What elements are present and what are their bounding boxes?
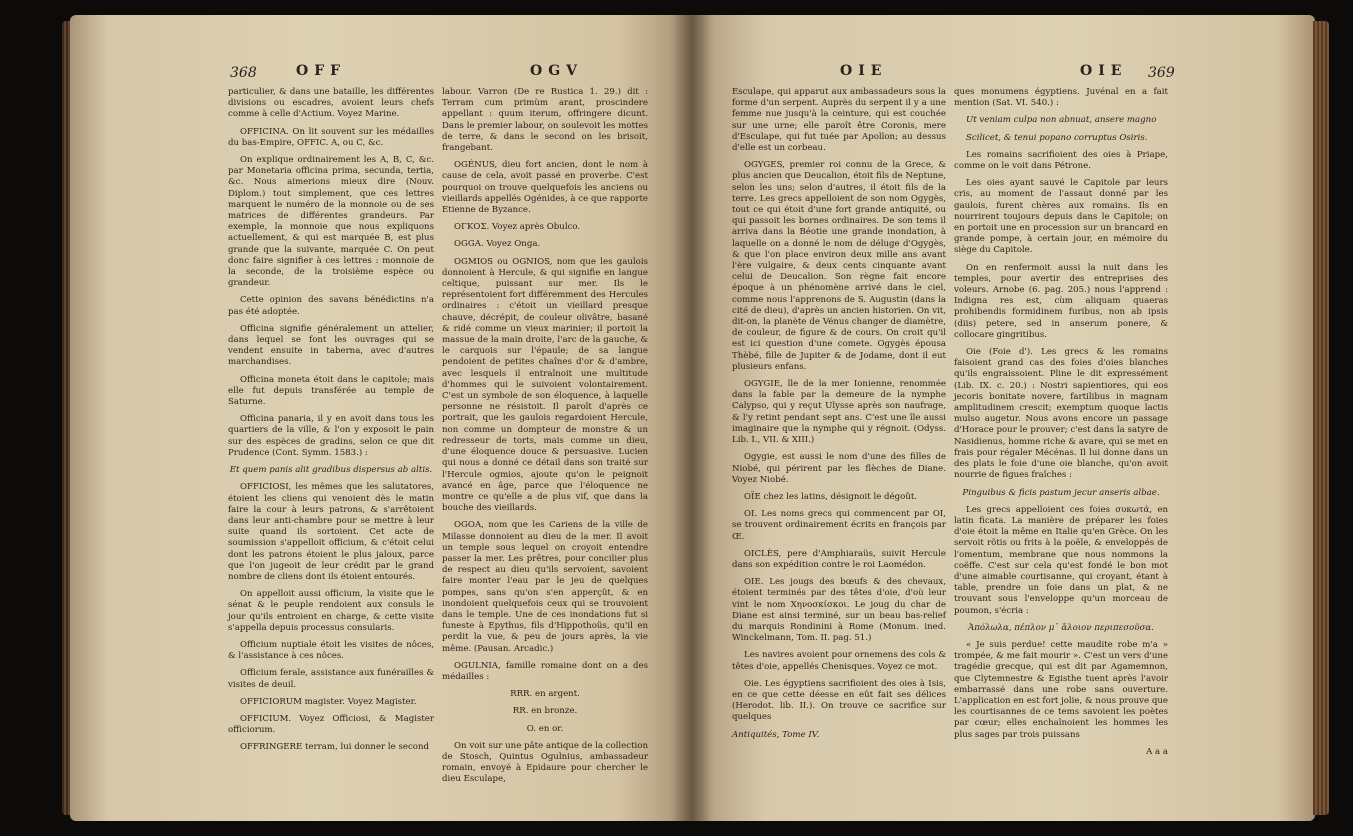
quotation: Pinguibus & ficis pastum jecur anseris albae.: [962, 487, 1160, 498]
right-page-column-1: [732, 87, 946, 747]
paragraph: Cette opinion des savans bénédictins n'a pas été adoptée.: [228, 295, 434, 317]
paragraph: On explique ordinairement les A, B, C, &c. par Monetaria officina prima, secunda, tertia, &c. Nous aimerions mieux dire (Nouv. Diplom.) tout simplement, que ces lettres marquent le numéro de la monnoie ou de ses matrices de différentes grandeurs. Par exemple, la monnoie que nous expliquons actuellement, & qui est marquée B, est plus grande que la suivante, marquée C. On peut donc faire signifier à ces lettres : monnoie de la seconde, de la troisième espèce ou grandeur.: [228, 155, 434, 289]
running-footer: Antiquités, Tome IV.: [732, 729, 820, 740]
paragraph: OFFRINGERE terram, lui donner le second: [240, 742, 429, 753]
open-book: [70, 15, 1315, 821]
paragraph: Officina moneta étoit dans le capitole; mais elle fut depuis transférée au temple de Saturne.: [228, 374, 434, 408]
paragraph: On en renfermoit aussi la nuit dans les temples, pour avertir des entreprises des voleurs. Arnobe (6. pag. 205.) nous l'apprend : Indigna res est, cùm aliquam quaeras prohibendis formidinem furibus, non ab ipsis (diis) petere, sed in anserum ponere, & collocare gingritibus.: [954, 262, 1168, 340]
paragraph: OÏE chez les latins, désignoit le dégoût.: [744, 491, 918, 502]
quotation: Scilicet, & tenui popano corruptus Osiris.: [966, 132, 1148, 143]
paragraph: OGOA, nom que les Cariens de la ville de Milasse donnoient au dieu de la mer. Il avoit un temple sous lequel on croyoit entendre passer la mer. Les prêtres, pour concilier plus de respect au dieu qu'ils servoient, savoient faire monter l'eau par le jeu de quelques pompes, sans qu'on s'en apperçût, & en inondoient quelquefois ceux qui se trouvoient dans le temple. Une de ces inondations fut si funeste à Epythus, fils d'Hippothoüs, qu'il en perdit la vue, & peu de jours après, la vie même. (Pausan. Arcadic.): [442, 520, 648, 654]
left-header-left: OFF: [296, 63, 347, 79]
paragraph: OFFICINA. On lit souvent sur les médailles du bas-Empire, OFFIC. A, ou C, &c.: [228, 126, 434, 148]
left-page-number: 368: [230, 65, 257, 81]
paragraph: On appelloit aussi officium, la visite que le sénat & le peuple rendoient aux consuls le jour qu'ils entroient en charge, & cette visite s'appella depuis processus consularis.: [228, 589, 434, 633]
list-item: O. en or.: [526, 723, 564, 734]
paragraph: OGYGIE, île de la mer Ionienne, renommée dans la fable par la demeure de la nymphe Calypso, qui y reçut Ulysse après son naufrage, & l'y retint pendant sept ans. C'est une île aussi imaginaire que la nymphe qui y régnoit. (Odyss. Lib. I., VII. & XIII.): [732, 379, 946, 446]
paragraph: Esculape, qui apparut aux ambassadeurs sous la forme d'un serpent. Auprès du serpent il y a une femme nue jusqu'à la ceinture, qui est couchée sur une urne; elle paroît être Coronis, mere d'Esculape, qui fut tuée par Apollon; au dessus d'elle est un corbeau.: [732, 87, 946, 154]
signature-mark: A a a: [1146, 746, 1168, 757]
paragraph: OFFICIOSI, les mêmes que les salutatores, étoient les cliens qui venoient dès le matin faire la cour à leurs patrons, & s'arrêtoient dans leur anti-chambre pour se mettre à leur suite quand ils sortoient. Cet acte de soumission s'appelloit officium, & c'étoit celui dont les patrons étoient le plus jaloux, parce que l'on jugeoit de leur crédit par le grand nombre de cliens dont ils étoient entourés.: [228, 482, 434, 582]
paragraph: OICLÈS, pere d'Amphiaraüs, suivit Hercule dans son expédition contre le roi Laomédon.: [732, 548, 946, 570]
quotation: Et quem panis alit gradibus dispersus ab altis.: [229, 465, 433, 476]
paragraph: « Je suis perdue! cette maudite robe m'a » trompée, & me fait mourir ». C'est un vers d'une tragédie grecque, qui est dit par Agamemnon, que Clytemnestre & Egisthe tuent après l'avoir embarrassé dans une robe sans ouverture. L'application en est fort jolie, & nous prouve que les courtisannes de ce tems savoient les poètes par cœur; elles enchaînoient les hommes les plus sages par trois puissans: [954, 639, 1168, 740]
right-page: [692, 15, 1315, 821]
list-item: RR. en bronze.: [512, 706, 578, 717]
right-page-column-2: [954, 87, 1168, 764]
left-page-column-2: [442, 87, 648, 792]
paragraph: Officium nuptiale étoit les visites de nôces, & l'assistance à ces nôces.: [228, 639, 434, 662]
paragraph: OGÉNUS, dieu fort ancien, dont le nom à cause de cela, avoit passé en proverbe. C'est pourquoi on trouve quelquefois les anciens ou vieillards appellés Ogénides, à ce que rapporte Etienne de Byzance.: [442, 160, 648, 216]
paragraph: OGULNIA, famille romaine dont on a des médailles :: [442, 660, 648, 682]
paragraph: OFFICIORUM magister. Voyez Magister.: [240, 696, 417, 707]
paragraph: Les romains sacrifioient des oies à Priape, comme on le voit dans Pétrone.: [954, 149, 1168, 172]
paragraph: Oie. Les égyptiens sacrifioient des oies à Isis, en ce que cette déesse en eût fait ses délices (Herodot. lib. II.). On trouve ce sacrifice sur quelques: [732, 678, 946, 723]
greek-quotation: Ἀπόλωλα, πέπλον μ᾽ ἄλοιον περιπεσοῦσα.: [968, 622, 1154, 633]
paragraph: ques monumens égyptiens. Juvénal en a fait mention (Sat. VI. 540.) :: [954, 87, 1168, 109]
paragraph: ΟΓΚΟΣ. Voyez après Obulco.: [454, 222, 581, 233]
quotation: Ut veniam culpa non abnuat, ansere magno: [966, 115, 1157, 126]
right-page-number: 369: [1148, 65, 1175, 81]
left-page: [70, 15, 692, 821]
paragraph: OGMIOS ou OGNIOS, nom que les gaulois donnoient à Hercule, & qui signifie en langue celtique, puissant sur mer. Ils le représentoient fort différemment des Hercules ordinaires : c'étoit un vieillard presque chauve, décrépit, de couleur olivâtre, basané & ridé comme un vieux marinier; il portoit la massue de la main droite, l'arc de la gauche, & le carquois sur l'épaule; de sa langue pendoient de petites chaînes d'or & d'ambre, avec lesquels il entraînoit une multitude d'hommes qui le suivoient volontairement. C'est un symbole de son éloquence, à laquelle personne ne résistoit. Il paroît d'après ce portrait, que les gaulois regardoient Hercule, non comme un dompteur de monstre & un redresseur de torts, mais comme un dieu, d'une éloquence douce & persuasive. Lucien qui nous a donné ce détail dans son traité sur l'Hercule ogmios, ajoute qu'on le peignoit avancé en âge, parce que l'éloquence ne montre ce qu'elle a de plus vif, que dans la bouche des vieillards.: [442, 256, 648, 514]
right-header-left: OIE: [840, 63, 888, 79]
paragraph: OFFICIUM. Voyez Officiosi, & Magister officiorum.: [228, 713, 434, 736]
paragraph: OGGA. Voyez Onga.: [454, 239, 541, 250]
paragraph: Officium ferale, assistance aux funérailles & visites de deuil.: [228, 668, 434, 690]
paragraph: particulier, & dans une bataille, les différentes divisions ou escadres, avoient leurs chefs comme à celle d'Actium. Voyez Marine.: [228, 87, 434, 120]
paragraph: Officina signifie généralement un attelier, dans lequel se font les ouvrages qui se vendent ensuite in taberna, avec d'autres marchandises.: [228, 323, 434, 368]
right-header-right: OIE: [1080, 63, 1128, 79]
paragraph: OIE. Les jougs des bœufs & des chevaux, étoient terminés par des têtes d'oie, d'où leur vint le nom Χηνοσκίσκοι. Le joug du char de Diane est ainsi terminé, sur un beau bas-relief du marquis Rondinini à Rome (Monum. ined. Winckelmann, Tom. II. pag. 51.): [732, 577, 946, 644]
paragraph: OGYGES, premier roi connu de la Grece, & plus ancien que Deucalion, étoit fils de Neptune, selon les uns; selon d'autres, il étoit fils de la terre. Les grecs appelloient de son nom Ogygès, tout ce qui étoit d'une fort grande antiquité, ou qui passoit les bornes ordinaires. De son tems il arriva dans la Béotie une grande inondation, à laquelle on a donné le nom de déluge d'Ogygès, & que l'on place environ deux mille ans avant l'ère vulgaire, & deux cents cinquante avant celui de Deucalion. Son règne fait encore époque à un phénomène arrivé dans le ciel, comme nous l'apprenons de S. Augustin (dans la cité de dieu), d'après un ancien historien. On vit, dit-on, la planète de Vénus changer de diamètre, de couleur, de figure & de cours. On croit qu'il est ici question d'une comete. Ogygès épousa Thèbé, fille de Jupiter & de Jodame, dont il eut plusieurs enfans.: [732, 160, 946, 372]
paragraph: Les oies ayant sauvé le Capitole par leurs cris, au moment de l'assaut donné par les gaulois, furent chères aux romains. Ils en nourrirent toujours depuis dans le Capitole; on en portoit une en procession sur un brancard en grande pompe, à certain jour, en mémoire du siège du Capitole.: [954, 178, 1168, 256]
paragraph: Ogygie, est aussi le nom d'une des filles de Niobé, qui périrent par les flèches de Diane. Voyez Niobé.: [732, 452, 946, 485]
paragraph: Officina panaria, il y en avoit dans tous les quartiers de la ville, & l'on y exposoit le pain sur des espèces de gradins, selon ce que dit Prudence (Cont. Symm. 1583.) :: [228, 414, 434, 458]
left-page-column-1: [228, 87, 434, 760]
paragraph: On voit sur une pâte antique de la collection de Stosch, Quintus Ogulnius, ambassadeur romain, envoyé à Epidaure pour chercher le dieu Esculape,: [442, 740, 648, 785]
list-item: RRR. en argent.: [510, 689, 580, 700]
left-header-right: OGV: [530, 63, 584, 79]
paragraph: Les grecs appelloient ces foies συκωτά, en latin ficata. La manière de préparer les foies d'oie étoit la même en Italie qu'en Grèce. On les servoit rôtis ou frits à la poële, & enveloppés de l'omentum, membrane que nous nommons la coëffe. C'est sur cela qu'est fondé le bon mot d'une aimable courtisanne, qui croyant, étant à table, prendre un foie dans un plat, & ne trouvant sous l'enveloppe qu'un morceau de poumon, s'écria :: [954, 504, 1168, 616]
paragraph: OI. Les noms grecs qui commencent par OI, se trouvent ordinairement écrits en françois par Œ.: [732, 509, 946, 542]
paragraph: Oie (Foie d'). Les grecs & les romains faisoient grand cas des foies d'oies blanches qu'ils engraissoient. Pline le dit expressément (Lib. IX. c. 20.) : Nostri sapientiores, qui eos jecoris bonitate novere, fartilibus in magnam amplitudinem crescit; exemptum quoque lactis mulso augetur. Nous avons encore un passage d'Horace pour le prouver; c'est dans la satyre de Nasidienus, homme riche & avare, qui se met en frais pour régaler Mécénas. Il lui donne dans un des plats le foie d'une oie blanche, qu'on avoit nourrie de figues fraîches :: [954, 347, 1168, 481]
right-page-edges: [1313, 21, 1329, 815]
paragraph: labour. Varron (De re Rustica 1. 29.) dit : Terram cum primùm arant, proscindere appellant : quum iterum, offringere dicunt. Dans le premier labour, on soulevoit les mottes de terre, & dans le second on les brisoit, frangebant.: [442, 87, 648, 154]
paragraph: Les navires avoient pour ornemens des cols & têtes d'oie, appellés Chenisques. Voyez ce mot.: [732, 650, 946, 672]
